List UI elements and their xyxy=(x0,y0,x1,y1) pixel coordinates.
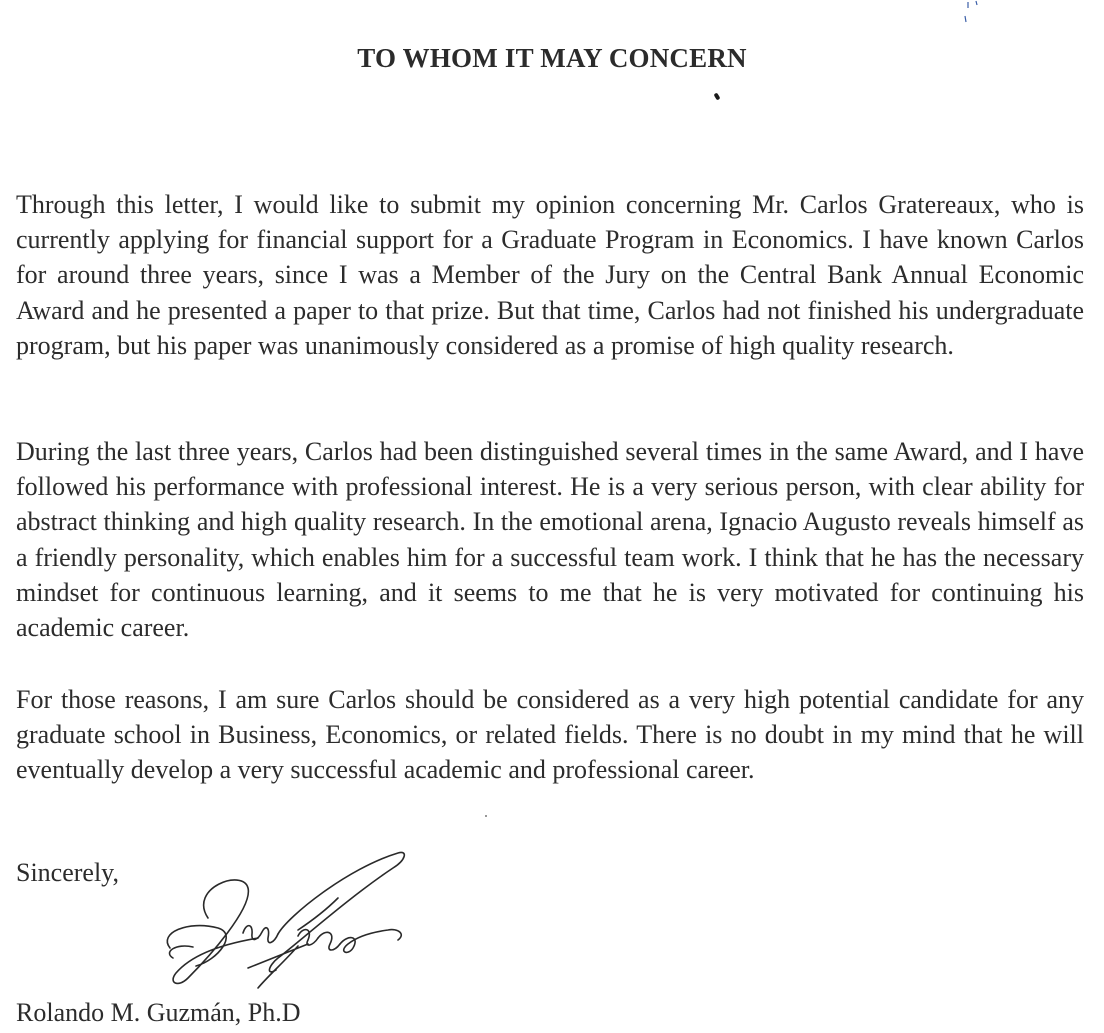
paragraph-2: During the last three years, Carlos had been distinguished several times in the same Award, and I have followed his performance with professional interest. He is a very serious person, with clear ability for abstract thinking and high quality research. In the emotional arena, Ignacio Augusto reveals himself as a friendly personality, which enables him for a successful team work. I think that he has the necessary mindset for continuous learning, and it seems to me that he is very motivated for continuing his academic career. xyxy=(16,437,1084,643)
letter-title: TO WHOM IT MAY CONCERN xyxy=(357,43,747,73)
paragraph-3: For those reasons, I am sure Carlos should be considered as a very high potential candidate for any graduate school in Business, Economics, or related fields. There is no doubt in my mind that he will eventually develop a very successful academic and professional career. xyxy=(16,685,1084,785)
ink-speck xyxy=(714,92,721,100)
handwritten-signature xyxy=(148,848,418,998)
signer-name: Rolando M. Guzmán, Ph.D xyxy=(16,998,301,1027)
blue-ink-mark xyxy=(962,0,982,26)
closing-salutation: Sincerely, xyxy=(16,858,119,887)
ink-dot xyxy=(485,815,487,817)
paragraph-1: Through this letter, I would like to submit my opinion concerning Mr. Carlos Gratereaux, who is currently applying for financial support for a Graduate Program in Economics. I have known Carlos for around three years, since I was a Member of the Jury on the Central Bank Annual Economic Award and he presented a paper to that prize. But that time, Carlos had not finished his undergraduate program, but his paper was unanimously considered as a promise of high quality research. xyxy=(16,190,1084,360)
